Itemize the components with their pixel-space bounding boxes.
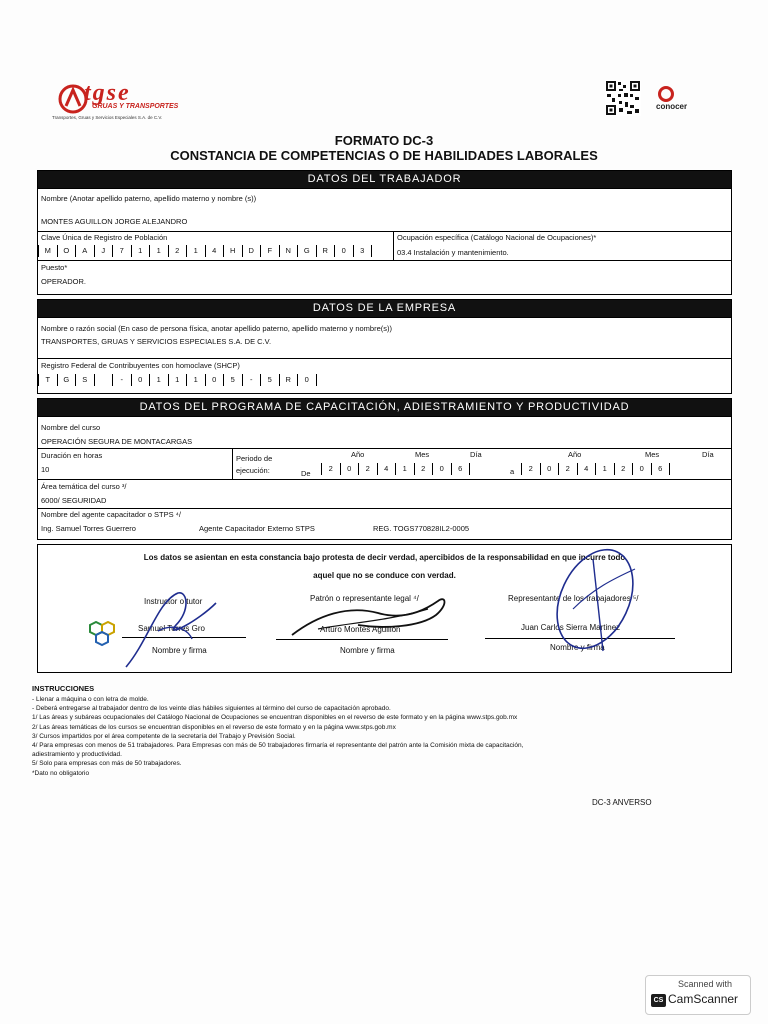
start-date-char-box: 1 — [396, 463, 415, 475]
area-row — [38, 479, 731, 508]
start-date-char-box: 6 — [452, 463, 471, 475]
period-to-label: a — [510, 467, 515, 476]
protest-text-2: aquel que no se conduce con verdad. — [313, 571, 456, 580]
end-month-label: Mes — [645, 450, 660, 459]
end-date-boxes — [521, 463, 670, 475]
end-year-label: Año — [568, 450, 582, 459]
start-year-label: Año — [351, 450, 365, 459]
end-date-char-box: 6 — [652, 463, 671, 475]
signatures-section — [37, 544, 732, 673]
curp-char-box: 1 — [150, 245, 169, 257]
start-date-char-box: 4 — [378, 463, 397, 475]
employer-name-sign-label: Nombre y firma — [340, 646, 395, 655]
company-rfc-row — [38, 358, 731, 392]
curp-char-box: N — [280, 245, 299, 257]
camscanner-name: CamScanner — [668, 992, 739, 1006]
occupation-label: Ocupación específica (Catálogo Nacional de Ocupaciones)* — [397, 233, 597, 242]
end-date-char-box: 2 — [521, 463, 541, 475]
rfc-char-box: R — [280, 374, 299, 386]
instructions-list — [32, 695, 523, 778]
rfc-char-box: - — [113, 374, 132, 386]
curp-char-box: M — [38, 245, 58, 257]
employer-role: Patrón o representante legal ⁴/ — [310, 594, 419, 603]
curp-char-box: D — [243, 245, 262, 257]
instruction-line: *Dato no obligatorio — [32, 769, 90, 777]
instructions-title: INSTRUCCIONES — [32, 684, 95, 693]
instruction-line: - Deberá entregarse al trabajador dentro de los veinte días hábiles siguientes al término del curso de capacitación aprobado. — [32, 705, 391, 713]
course-name-row — [38, 416, 731, 448]
qr-code-icon — [605, 80, 641, 116]
rfc-char-box: 0 — [206, 374, 225, 386]
curp-char-box: 7 — [113, 245, 132, 257]
instructor-name: Samuel Torres Gro — [138, 624, 205, 633]
rfc-label: Registro Federal de Contribuyentes con homoclave (SHCP) — [41, 361, 240, 370]
worker-name-label: Nombre (Anotar apellido paterno, apellido materno y nombre (s)) — [41, 194, 257, 203]
period-from-label: De — [301, 469, 311, 478]
start-date-char-box: 2 — [415, 463, 434, 475]
curp-char-box: 3 — [354, 245, 373, 257]
end-date-char-box: 2 — [559, 463, 578, 475]
start-date-char-box: 0 — [433, 463, 452, 475]
instruction-line: 4/ Para empresas con menos de 51 trabajadores. Para Empresas con más de 50 trabajadores firmaría el representante del patrón ante la Comisión mixta de capacitación, — [32, 742, 524, 750]
curp-char-box: 1 — [132, 245, 151, 257]
position-value: OPERADOR. — [41, 277, 87, 286]
area-value: 6000/ SEGURIDAD — [41, 496, 107, 505]
employer-signature — [288, 585, 458, 645]
rfc-char-box: 1 — [187, 374, 206, 386]
curp-char-box: 0 — [335, 245, 354, 257]
instruction-line: 2/ Las áreas temáticas de los cursos se encuentran disponibles en el reverso de este formato y en la página www.stps.gob.mx — [32, 723, 396, 731]
agent-registration: REG. TOGS770828IL2-0005 — [373, 524, 470, 533]
curp-char-box: O — [58, 245, 77, 257]
rfc-char-box: 0 — [298, 374, 317, 386]
company-name-row — [38, 317, 731, 358]
rfc-char-box: 0 — [132, 374, 151, 386]
end-date-char-box: 4 — [578, 463, 597, 475]
end-date-char-box: 0 — [633, 463, 652, 475]
start-date-char-box: 2 — [321, 463, 341, 475]
start-month-label: Mes — [415, 450, 430, 459]
instructor-role: Instructor o tutor — [144, 597, 203, 606]
rfc-boxes — [38, 374, 317, 386]
area-label: Área temática del curso ³/ — [41, 482, 127, 491]
rfc-char-box: 5 — [261, 374, 280, 386]
curp-char-box: 1 — [187, 245, 206, 257]
instructor-signature — [118, 581, 228, 678]
end-date-char-box: 1 — [596, 463, 615, 475]
start-date-char-box: 0 — [341, 463, 360, 475]
program-section — [37, 398, 732, 540]
rfc-char-box: S — [76, 374, 95, 386]
instruction-line: 1/ Las áreas y subáreas ocupacionales del Catálogo Nacional de Ocupaciones se encuentran disponibles en el reverso de este formato y en la página www.stps.gob.mx — [32, 714, 518, 722]
curp-char-box: A — [76, 245, 95, 257]
company-name-value: TRANSPORTES, GRUAS Y SERVICIOS ESPECIALES S.A. DE C.V. — [41, 337, 272, 346]
instruction-line: 3/ Cursos impartidos por el área competente de la secretaría del Trabajo y Previsión Social. — [32, 732, 296, 740]
workers-rep-name-sign-label: Nombre y firma — [550, 643, 605, 652]
worker-position-row — [38, 260, 731, 293]
logo-wordmark: tgse — [84, 80, 131, 106]
instructor-seal-icon — [82, 621, 122, 658]
workers-rep-name: Juan Carlos Sierra Martinez — [521, 623, 621, 632]
agent-row — [38, 508, 731, 539]
curp-char-box: R — [317, 245, 336, 257]
worker-name-row — [38, 188, 731, 231]
curp-label: Clave Única de Registro de Población — [41, 233, 168, 242]
employer-name: Arturo Montes Aguillón — [320, 625, 401, 634]
end-day-label: Día — [702, 450, 714, 459]
worker-name-value: MONTES AGUILLON JORGE ALEJANDRO — [41, 217, 188, 226]
rfc-char-box: 1 — [150, 374, 169, 386]
start-day-label: Día — [470, 450, 482, 459]
agent-name: Ing. Samuel Torres Guerrero — [41, 524, 136, 533]
curp-char-box: 4 — [206, 245, 225, 257]
period-label-2: ejecución: — [236, 466, 270, 475]
camscanner-watermark — [645, 975, 751, 1015]
logo-subtitle: GRUAS Y TRANSPORTES — [92, 103, 179, 110]
duration-label: Duración en horas — [41, 451, 103, 460]
company-name-label: Nombre o razón social (En caso de persona física, anotar apellido paterno, apellido materno y nombre(s)) — [41, 324, 393, 333]
rfc-char-box: 5 — [224, 374, 243, 386]
company-section-heading: DATOS DE LA EMPRESA — [38, 300, 731, 317]
duration-value: 10 — [41, 465, 50, 474]
instruction-line: 5/ Solo para empresas con más de 50 trabajadores. — [32, 760, 182, 768]
rfc-char-box — [95, 374, 114, 386]
protest-text-1: Los datos se asientan en esta constancia bajo protesta de decir verdad, apercibidos de la responsabilidad en que incurre todo — [143, 553, 626, 562]
course-duration-row — [38, 448, 731, 479]
instruction-line: - Llenar a máquina o con letra de molde. — [32, 696, 149, 703]
end-date-char-box: 2 — [615, 463, 634, 475]
camscanner-logo-icon: CS — [651, 994, 666, 1007]
curp-char-box: 2 — [169, 245, 188, 257]
logo-company-name: Transportes, Gruas y Servicios Especiales S.A. de C.V. — [52, 115, 163, 120]
program-section-heading: DATOS DEL PROGRAMA DE CAPACITACIÓN, ADIESTRAMIENTO Y PRODUCTIVIDAD — [38, 399, 731, 416]
form-subtitle: CONSTANCIA DE COMPETENCIAS O DE HABILIDADES LABORALES — [170, 148, 598, 163]
start-date-boxes — [321, 463, 470, 475]
curp-char-box: J — [95, 245, 114, 257]
curp-boxes — [38, 245, 372, 257]
agent-label: Nombre del agente capacitador o STPS ⁴/ — [41, 510, 181, 519]
start-date-char-box: 2 — [359, 463, 378, 475]
position-label: Puesto* — [41, 263, 68, 272]
form-footer-label: DC-3 ANVERSO — [592, 798, 652, 807]
instructor-name-sign-label: Nombre y firma — [152, 646, 207, 655]
occupation-value: 03.4 Instalación y mantenimiento. — [397, 248, 509, 257]
period-label-1: Periodo de — [236, 454, 273, 463]
workers-rep-signature — [543, 539, 653, 666]
course-name-value: OPERACIÓN SEGURA DE MONTACARGAS — [41, 437, 193, 446]
course-name-label: Nombre del curso — [41, 423, 101, 432]
company-section — [37, 299, 732, 394]
agent-type: Agente Capacitador Externo STPS — [199, 524, 315, 533]
rfc-char-box: - — [243, 374, 262, 386]
curp-char-box: G — [298, 245, 317, 257]
rfc-char-box: T — [38, 374, 58, 386]
rfc-char-box: G — [58, 374, 77, 386]
conocer-logo-text: conocer — [656, 102, 688, 111]
worker-curp-row — [38, 231, 731, 260]
curp-char-box: H — [224, 245, 243, 257]
worker-section — [37, 170, 732, 295]
rfc-char-box: 1 — [169, 374, 188, 386]
form-title: FORMATO DC-3 — [334, 133, 434, 148]
workers-rep-role: Representante de los trabajadores ⁵/ — [508, 594, 639, 603]
instruction-line: adiestramiento y productividad. — [32, 751, 122, 759]
end-date-char-box: 0 — [541, 463, 560, 475]
worker-section-heading: DATOS DEL TRABAJADOR — [38, 171, 731, 188]
curp-char-box: F — [261, 245, 280, 257]
camscanner-scanned-label: Scanned with — [678, 979, 733, 989]
